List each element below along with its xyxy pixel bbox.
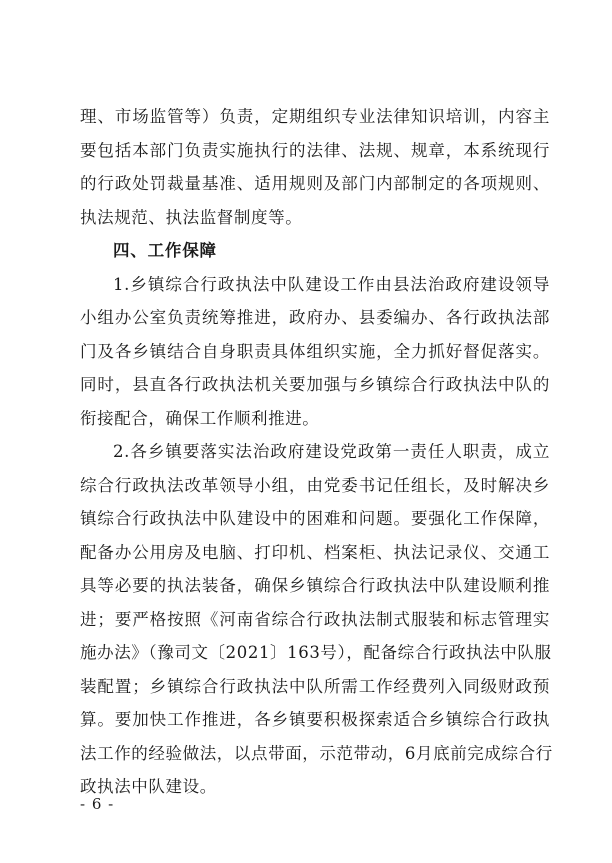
body-text [80, 100, 553, 804]
section-heading: 四、工作保障 [113, 241, 217, 260]
para3-line: 算。要加快工作推进，各乡镇要积极探索适合乡镇综合行政执 [80, 710, 550, 729]
para2-line: 同时，县直各行政执法机关要加强与乡镇综合行政执法中队的 [80, 375, 550, 394]
para3-line: 具等必要的执法装备，确保乡镇综合行政执法中队建设顺利推 [80, 576, 550, 595]
para3-line: 施办法》（豫司文〔2021〕163号），配备综合行政执法中队服 [80, 643, 552, 662]
para3-line: 法工作的经验做法，以点带面，示范带动，6月底前完成综合行 [80, 743, 553, 763]
para2-line: 门及各乡镇结合自身职责具体组织实施，全力抓好督促落实。 [80, 341, 550, 361]
para3-line: 进；要严格按照《河南省综合行政执法制式服装和标志管理实 [80, 609, 550, 629]
para3-line: 镇综合行政执法中队建设中的困难和问题。要强化工作保障， [80, 509, 550, 528]
para1-line: 要包括本部门负责实施执行的法律、法规、规章，本系统现行 [80, 140, 550, 160]
para3-line: 政执法中队建设。 [80, 777, 217, 796]
para2-line: 1.乡镇综合行政执法中队建设工作由县法治政府建设领导 [113, 274, 550, 294]
para2-line: 小组办公室负责统筹推进，政府办、县委编办、各行政执法部 [80, 308, 550, 327]
para3-line: 综合行政执法改革领导小组，由党委书记任组长，及时解决乡 [80, 475, 550, 495]
para3-line: 2.各乡镇要落实法治政府建设党政第一责任人职责，成立 [113, 442, 550, 461]
para1-line: 理、市场监管等）负责，定期组织专业法律知识培训，内容主 [80, 107, 550, 126]
para2-line: 衔接配合，确保工作顺利推进。 [80, 408, 320, 428]
para1-line: 执法规范、执法监督制度等。 [80, 207, 303, 227]
page-number: - 6 - [80, 795, 115, 813]
para3-line: 装配置；乡镇综合行政执法中队所需工作经费列入同级财政预 [80, 676, 550, 696]
para1-line: 的行政处罚裁量基准、适用规则及部门内部制定的各项规则、 [80, 174, 550, 193]
para3-line: 配备办公用房及电脑、打印机、档案柜、执法记录仪、交通工 [80, 542, 550, 562]
